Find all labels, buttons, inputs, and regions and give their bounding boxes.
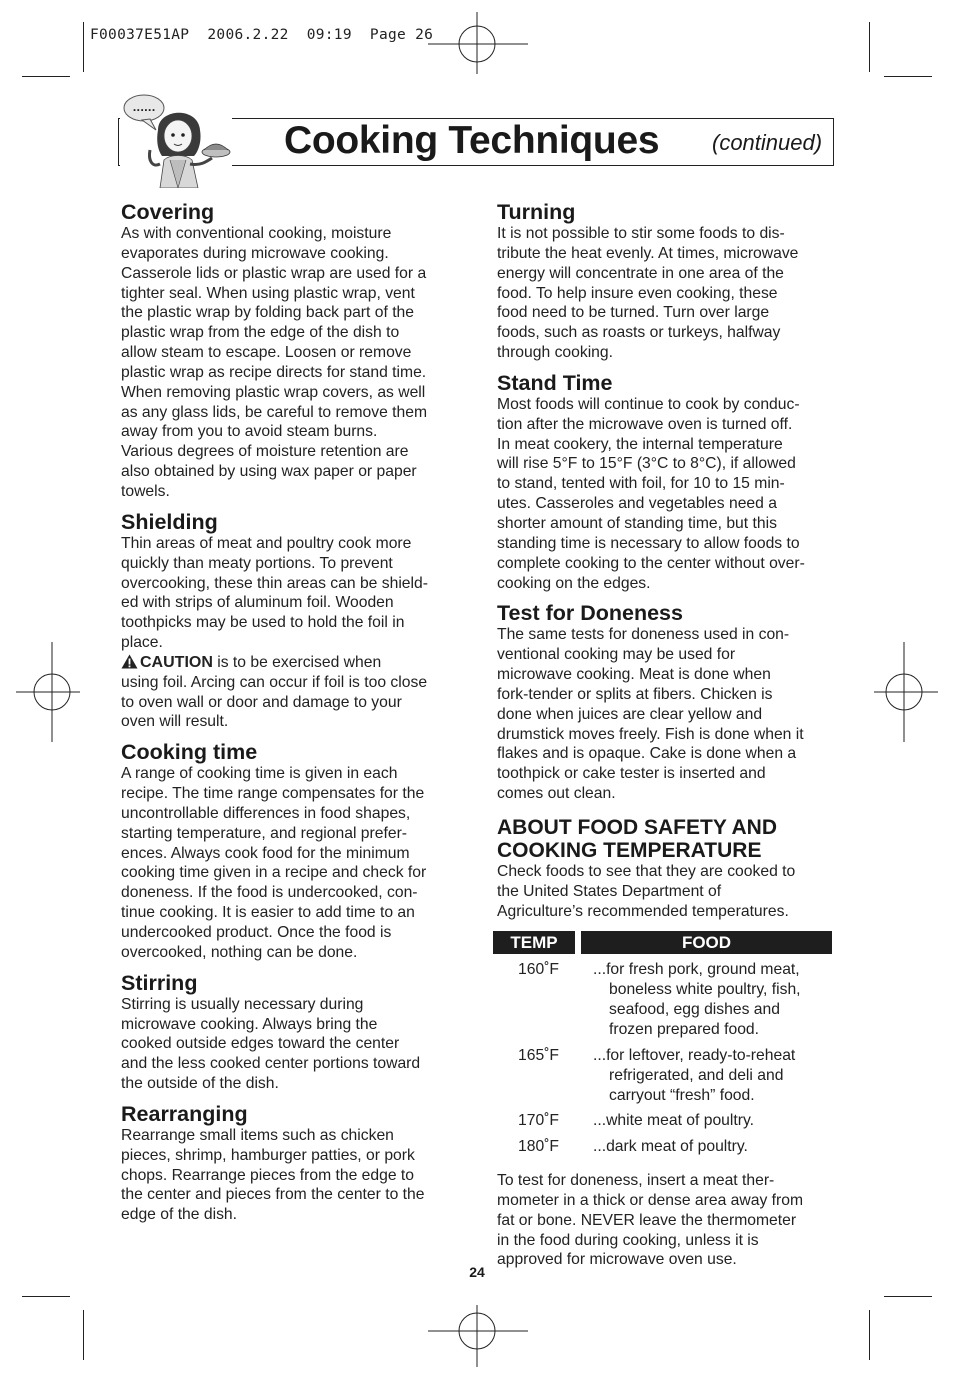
section-heading-test-for-doneness: Test for Doneness	[497, 601, 683, 626]
warning-triangle-icon	[121, 654, 138, 669]
temperature-table	[497, 960, 837, 1157]
table-header-food: FOOD	[581, 931, 832, 954]
section-body-test-for-doneness: The same tests for doneness used in con- ventional cooking may be used for microwave cooking. Meat is done when fork-tender or splits at fibers. Chicken is done when juices are clear yellow and drumstick moves freely. Fish is done when it flakes and is opaque. Cake is done when a toothpick or cake tester is inserted and comes out clean.	[497, 626, 804, 803]
section-body-stirring: Stirring is usually necessary during microwave cooking. Always bring the cooked outside edges toward the center and the less cooked center portions toward the outside of the dish.	[121, 995, 421, 1093]
right-column	[497, 200, 837, 1278]
table-cell-food: ...dark meat of poultry.	[593, 1138, 748, 1156]
section-heading-stirring: Stirring	[121, 970, 198, 995]
table-row	[497, 1046, 837, 1106]
table-cell-temp: 165˚F	[518, 1046, 559, 1064]
table-cell-temp: 180˚F	[518, 1138, 559, 1156]
section-heading-turning: Turning	[497, 200, 576, 224]
section-body-turning: It is not possible to stir some foods to dis- tribute the heat evenly. At times, microwave energy will concentrate in one area of the food. To help insure even cooking, these food need to be turned. Turn over large foods, such as roasts or turkeys, halfway through cooking.	[497, 225, 799, 362]
table-cell-food: ...for leftover, ready-to-reheat refrigerated, and deli and carryout “fresh” food.	[593, 1046, 796, 1104]
page-number: 24	[469, 1264, 485, 1280]
page-title-suffix: (continued)	[712, 130, 823, 155]
temperature-table-header	[497, 931, 837, 954]
print-header: F00037E51AP 2006.2.22 09:19 Page 26	[90, 27, 434, 43]
table-cell-temp: 160˚F	[518, 961, 559, 979]
section-body-covering: As with conventional cooking, moisture evaporates during microwave cooking. Casserole lids or plastic wrap are used for a tighter seal. When using plastic wrap, vent the plastic wrap by folding back part of the plastic wrap from the edge of the dish to allow steam to escape. Loosen or remove plastic wrap as recipe directs for stand time. When removing plastic wrap covers, as well as any glass lids, be careful to remove them away from you to avoid steam burns. Various degrees of moisture retention are also obtained by using wax paper or paper towels.	[121, 225, 428, 500]
section-heading-shielding: Shielding	[121, 509, 218, 534]
caution-text: is to be exercised when using foil. Arcing can occur if foil is too close to oven wall or door and damage to your oven will result.	[121, 653, 428, 731]
speech-bubble-text: ......	[132, 103, 156, 114]
registration-mark-left-icon	[16, 642, 80, 742]
section-heading-cooking-time: Cooking time	[121, 740, 258, 765]
section-body-shielding: Thin areas of meat and poultry cook more quickly than meaty portions. To prevent overcooking, these thin areas can be shield- ed with strips of aluminum foil. Wooden toothpicks may be used to hold the foil in place.	[121, 534, 428, 652]
registration-mark-bottom-icon	[428, 1305, 528, 1367]
registration-mark-right-icon	[874, 642, 938, 742]
section-heading-rearranging: Rearranging	[121, 1101, 248, 1126]
food-safety-intro: Check foods to see that they are cooked to the United States Department of Agriculture’s recommended temperatures.	[497, 862, 796, 920]
left-column	[121, 200, 461, 1233]
section-body-cooking-time: A range of cooking time is given in each recipe. The time range compensates for the uncontrollable differences in food shapes, starting temperature, and regional prefer- ences. Always cook food for the minimum cooking time given in a recipe and check for doneness. If the food is undercooked, con- tinue cooking. It is easier to add time to an undercooked product. Once the food is overcooked, nothing can be done.	[121, 765, 427, 961]
caution-note	[121, 653, 461, 732]
chef-illustration-icon	[120, 90, 232, 188]
table-cell-food: ...for fresh pork, ground meat, boneless white poultry, fish, seafood, egg dishes and frozen prepared food.	[593, 961, 801, 1038]
food-safety-footer: To test for doneness, insert a meat ther- mometer in a thick or dense area away from fat or bone. NEVER leave the thermometer in the food during cooking, unless it is approved for microwave oven use.	[497, 1172, 804, 1269]
section-heading-stand-time: Stand Time	[497, 370, 613, 395]
table-row	[497, 960, 837, 1039]
registration-mark-top-icon	[428, 12, 528, 74]
table-header-temp: TEMP	[493, 931, 575, 954]
section-body-stand-time: Most foods will continue to cook by conduc- tion after the microwave oven is turned off. In meat cookery, the internal temperature will rise 5°F to 15°F (3°C to 8°C), if allowed to stand, tented with foil, for 10 to 15 min- utes. Casseroles and vegetables need a shorter amount of standing time, but this standing time is necessary to allow foods to complete cooking to the center without over- cooking on the edges.	[497, 395, 805, 592]
caution-label: CAUTION	[140, 653, 213, 671]
page-title: Cooking Techniques	[284, 119, 660, 162]
table-cell-temp: 170˚F	[518, 1112, 559, 1130]
section-heading-covering: Covering	[121, 200, 215, 224]
section-body-rearranging: Rearrange small items such as chicken pieces, shrimp, hamburger patties, or pork chops. Rearrange pieces from the edge to the center and pieces from the center to the edge of the dish.	[121, 1126, 425, 1224]
table-cell-food: ...white meat of poultry.	[593, 1112, 755, 1130]
table-row	[497, 1137, 837, 1157]
table-row	[497, 1111, 837, 1131]
food-safety-heading: ABOUT FOOD SAFETY AND COOKING TEMPERATURE	[497, 815, 778, 862]
